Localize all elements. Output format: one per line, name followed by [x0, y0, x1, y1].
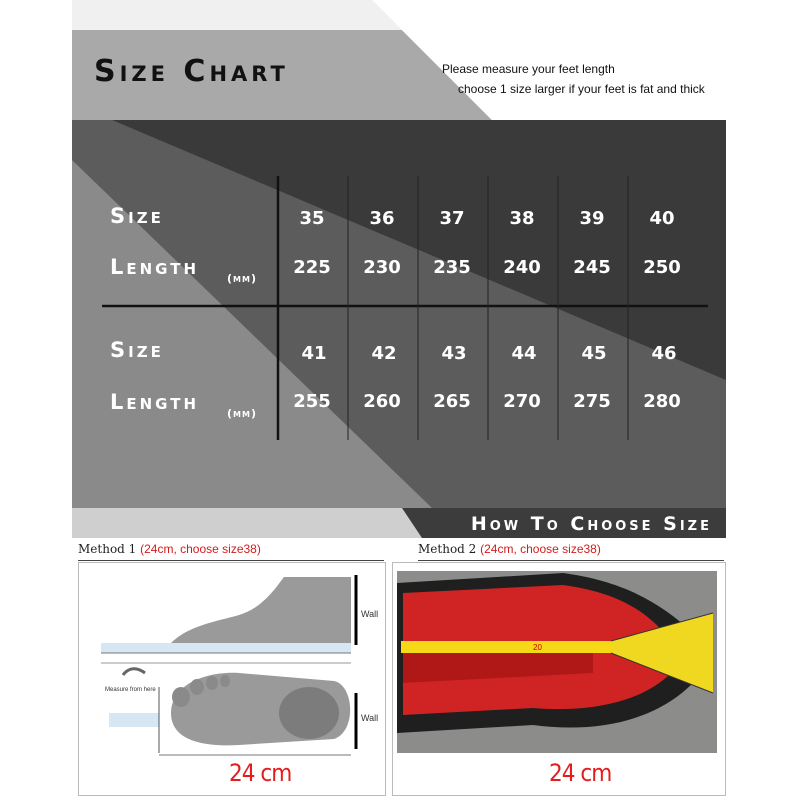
method1-header — [78, 542, 384, 561]
howto-title: How To Choose Size — [470, 513, 712, 535]
length-cell: 225 — [293, 257, 331, 278]
size-cell: 42 — [371, 343, 397, 364]
method2-header — [418, 542, 724, 561]
method1-note: (24cm, choose size38) — [140, 542, 261, 556]
table-background — [72, 120, 726, 508]
svg-text:20: 20 — [533, 643, 542, 652]
howto-band — [72, 508, 726, 538]
method2-label: Method 2 — [418, 542, 477, 556]
size-cell: 37 — [439, 208, 465, 229]
unit-label-2: (mm) — [227, 407, 257, 420]
unit-label-1: (mm) — [227, 272, 257, 285]
measure-from-here-label: Measure from here — [105, 687, 156, 693]
length-row-label-1: Length — [110, 255, 200, 279]
size-cell: 43 — [441, 343, 467, 364]
length-cell: 280 — [643, 391, 681, 412]
length-cell: 260 — [363, 391, 401, 412]
page-title: Size Chart — [94, 54, 289, 89]
length-cell: 265 — [433, 391, 471, 412]
size-cell: 44 — [511, 343, 537, 364]
wall-label-1: Wall — [361, 609, 379, 619]
size-cell: 46 — [651, 343, 677, 364]
method1-illustration — [78, 562, 386, 796]
length-cell: 240 — [503, 257, 541, 278]
size-cell: 35 — [299, 208, 325, 229]
size-up-note: choose 1 size larger if your feet is fat and thick — [458, 82, 705, 96]
length-cell: 270 — [503, 391, 541, 412]
length-cell: 275 — [573, 391, 611, 412]
method2-note: (24cm, choose size38) — [480, 542, 601, 556]
method1-result: 24 cm — [229, 759, 292, 787]
method1-label: Method 1 — [78, 542, 137, 556]
method2-illustration — [392, 562, 726, 796]
length-cell: 230 — [363, 257, 401, 278]
size-row-label-1: Size — [110, 204, 164, 228]
size-table-panel — [72, 120, 726, 508]
method2-result: 24 cm — [549, 759, 612, 787]
size-cell: 45 — [581, 343, 607, 364]
size-cell: 36 — [369, 208, 395, 229]
measure-note: Please measure your feet length — [442, 62, 615, 76]
length-cell: 250 — [643, 257, 681, 278]
length-cell: 255 — [293, 391, 331, 412]
size-cell: 41 — [301, 343, 327, 364]
length-cell: 235 — [433, 257, 471, 278]
size-row-label-2: Size — [110, 338, 164, 362]
length-row-label-2: Length — [110, 390, 200, 414]
size-cell: 40 — [649, 208, 675, 229]
header-band — [72, 0, 726, 120]
length-cell: 245 — [573, 257, 611, 278]
size-cell: 38 — [509, 208, 535, 229]
wall-label-2: Wall — [361, 713, 379, 723]
size-cell: 39 — [579, 208, 605, 229]
